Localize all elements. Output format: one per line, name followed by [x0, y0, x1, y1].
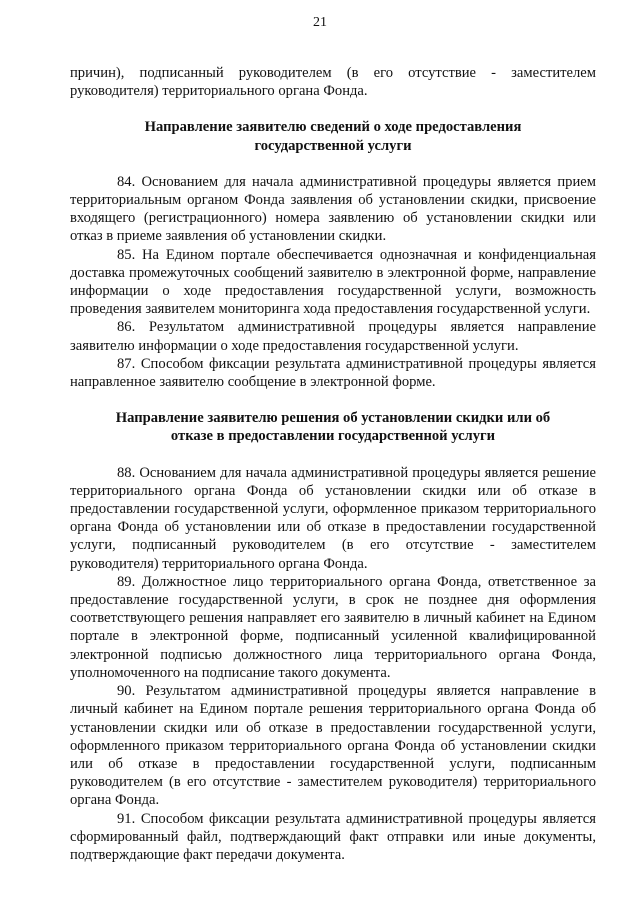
paragraph-90: 90. Результатом административной процедуры является направление в личный кабинет на Едином портале решения территориального органа Фонда об установлении скидки или об отказе в предоставлении государственной услуги, оформленного приказом территориального органа Фонда об установлении скидки или об отказе в предоставлении государственной услуги, подписанным руководителем (в его отсутствие - заместителем руководителя) территориального органа Фонда.: [70, 683, 596, 809]
section-heading-progress-info: Направление заявителю сведений о ходе предоставления государственной услуги: [144, 119, 522, 154]
paragraph-86: 86. Результатом административной процедуры является направление заявителю информации о ходе предоставления государственной услуги.: [70, 319, 596, 354]
section-heading-decision: Направление заявителю решения об установлении скидки или об отказе в предоставлении государственной услуги: [115, 410, 551, 445]
page-number: 21: [313, 15, 327, 30]
intro-paragraph: причин), подписанный руководителем (в его отсутствие - заместителем руководителя) территориального органа Фонда.: [70, 65, 596, 100]
paragraph-87: 87. Способом фиксации результата административной процедуры является направленное заявителю сообщение в электронной форме.: [70, 355, 596, 391]
paragraph-88: 88. Основанием для начала административной процедуры является решение территориального органа Фонда об установлении скидки или об отказе в предоставлении государственной услуги, оформленное приказом территориального органа Фонда об установлении или об отказе в предоставлении государственной услуги, подписанный руководителем (в его отсутствие - заместителем руководителя) территориального органа Фонда.: [70, 464, 596, 572]
paragraph-91: 91. Способом фиксации результата административной процедуры является сформированный файл, подтверждающий факт отправки или иные документы, подтверждающие факт передачи документа.: [70, 810, 596, 863]
paragraph-84: 84. Основанием для начала административной процедуры является прием территориальным органом Фонда заявления об установлении скидки, присвоение входящего (регистрационного) номера заявлению об установлении скидки или отказ в приеме заявления об установлении скидки.: [70, 173, 596, 245]
paragraph-85: 85. На Едином портале обеспечивается однозначная и конфиденциальная доставка промежуточных сообщений заявителю в электронной форме, направление информации о ходе предоставления государственной услуги, возможность проведения заявителем мониторинга хода предоставления государственной услуги.: [70, 246, 596, 318]
paragraph-89: 89. Должностное лицо территориального органа Фонда, ответственное за предоставление государственной услуги, в срок не позднее дня оформления соответствующего решения направляет его заявителю в личный кабинет на Едином портале в электронной форме, подписанный усиленной квалифицированной электронной подписью должностного лица территориального органа Фонда, уполномоченного на подписание такого документа.: [70, 573, 596, 681]
document-body: [70, 64, 596, 864]
